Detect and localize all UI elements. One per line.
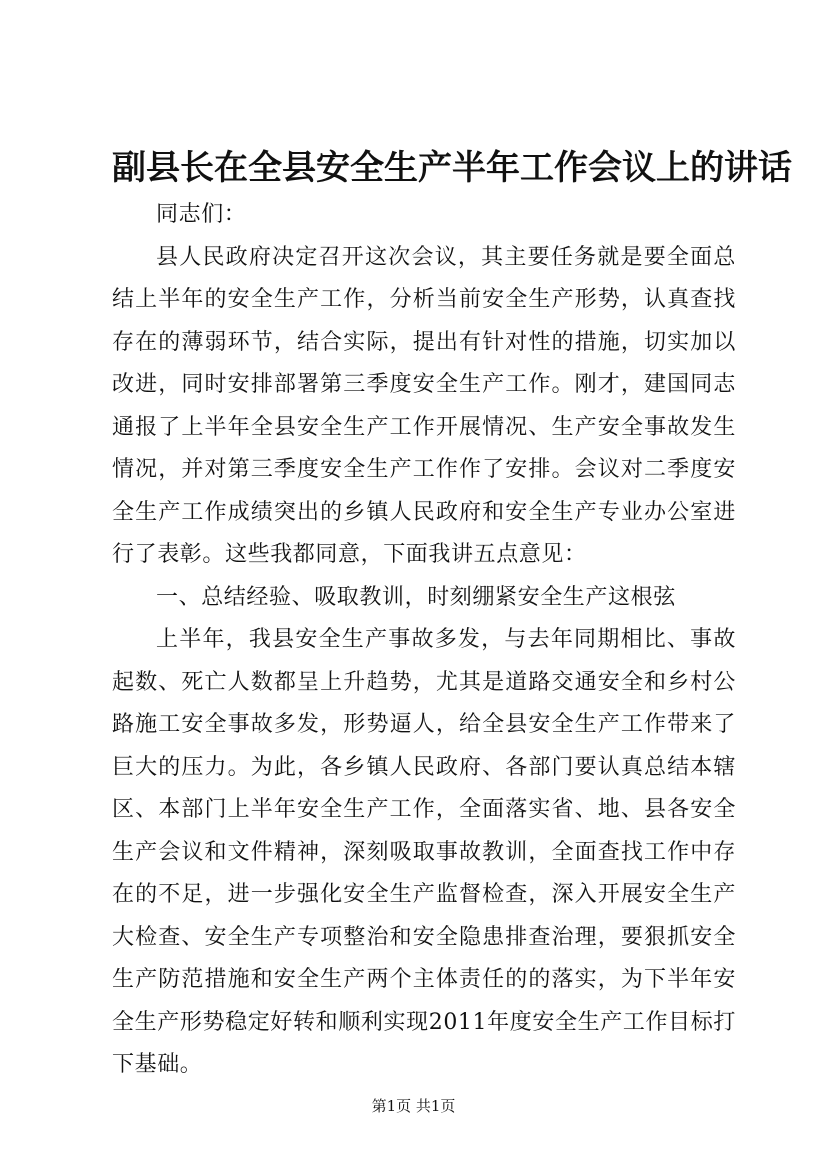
page-footer: 第1页 共1页 xyxy=(371,1097,456,1115)
section-heading: 一、总结经验、吸取教训，时刻绷紧安全生产这根弦 xyxy=(156,584,676,610)
intro-paragraph: 县人民政府决定召开这次会议，其主要任务就是要全面总结上半年的安全生产工作，分析当前安全生产形势，认真查找存在的薄弱环节，结合实际，提出有针对性的措施，切实加以改进，同时安排部署第三季度安全生产工作。刚才，建国同志通报了上半年全县安全生产工作开展情况、生产安全事故发生情况，并对第三季度安全生产工作作了安排。会议对二季度安全生产工作成绩突出的乡镇人民政府和安全生产专业办公室进行了表彰。这些我都同意，下面我讲五点意见： xyxy=(112,244,736,567)
document-body xyxy=(112,194,736,1087)
salutation: 同志们： xyxy=(156,202,247,227)
document-title: 副县长在全县安全生产半年工作会议上的讲话 xyxy=(112,148,792,188)
section-paragraph: 上半年，我县安全生产事故多发，与去年同期相比、事故起数、死亡人数都呈上升趋势，尤其是道路交通安全和乡村公路施工安全事故多发，形势逼人，给全县安全生产工作带来了巨大的压力。为此，各乡镇人民政府、各部门要认真总结本辖区、本部门上半年安全生产工作，全面落实省、地、县各安全生产会议和文件精神，深刻吸取事故教训，全面查找工作中存在的不足，进一步强化安全生产监督检查，深入开展安全生产大检查、安全生产专项整治和安全隐患排查治理，要狠抓安全生产防范措施和安全生产两个主体责任的的落实，为下半年安全生产形势稳定好转和顺利实现2011年度安全生产工作目标打下基础。 xyxy=(112,627,736,1077)
